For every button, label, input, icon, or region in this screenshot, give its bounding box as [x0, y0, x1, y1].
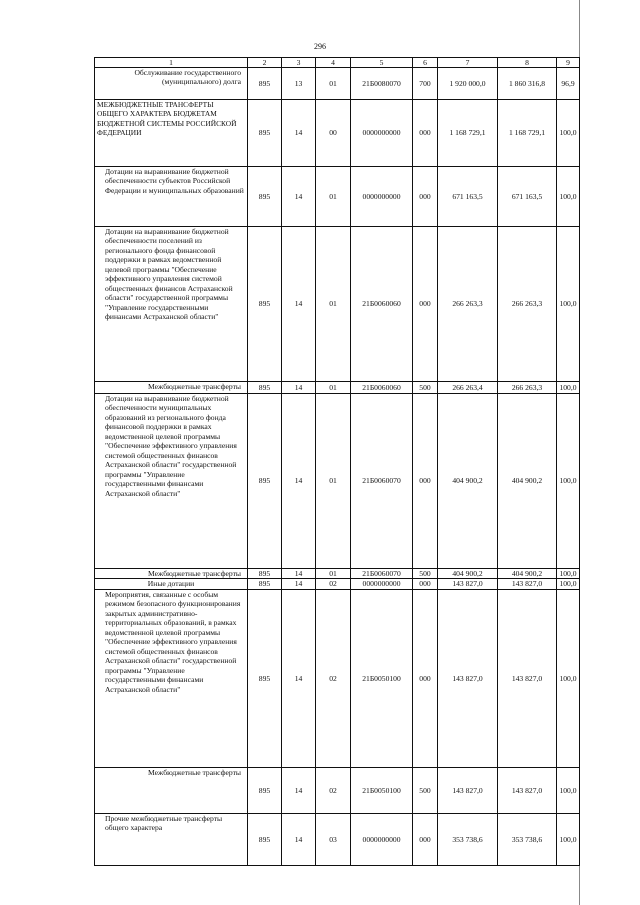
row-name: Дотации на выравнивание бюджетной обеспеченности муниципальных образований из регионального фонда финансовой поддержки в рамках ведомственной целевой программы "Обеспечение эффективного управления системой общественных финансов Астраханской области" государственной программы "Управление государственными финансами Астраханской области"	[95, 394, 248, 569]
cell: 143 827,0	[498, 579, 557, 589]
col-header: 2	[248, 58, 282, 68]
cell: 21Б0050100	[351, 767, 413, 813]
page-number: 296	[314, 42, 326, 51]
cell: 143 827,0	[498, 589, 557, 767]
cell: 895	[248, 167, 282, 227]
cell: 21Б0050100	[351, 589, 413, 767]
cell: 21Б0060070	[351, 569, 413, 579]
cell: 21Б0060070	[351, 394, 413, 569]
cell: 000	[413, 579, 438, 589]
col-header: 9	[557, 58, 580, 68]
cell: 1 860 316,8	[498, 68, 557, 100]
col-header: 4	[316, 58, 351, 68]
table-row	[95, 589, 580, 767]
cell: 14	[282, 382, 316, 394]
cell: 21Б0080070	[351, 68, 413, 100]
cell: 404 900,2	[498, 569, 557, 579]
cell: 100,0	[557, 382, 580, 394]
cell: 1 168 729,1	[438, 100, 498, 167]
table-row	[95, 579, 580, 589]
cell: 266 263,4	[438, 382, 498, 394]
cell: 143 827,0	[438, 589, 498, 767]
cell: 03	[316, 813, 351, 865]
column-number-row	[95, 58, 580, 68]
cell: 14	[282, 167, 316, 227]
col-header: 5	[351, 58, 413, 68]
cell: 1 920 000,0	[438, 68, 498, 100]
cell: 13	[282, 68, 316, 100]
cell: 0000000000	[351, 100, 413, 167]
cell: 96,9	[557, 68, 580, 100]
cell: 353 738,6	[438, 813, 498, 865]
row-name: Прочие межбюджетные трансферты общего характера	[95, 813, 248, 865]
cell: 01	[316, 167, 351, 227]
cell: 143 827,0	[438, 579, 498, 589]
cell: 21Б0060060	[351, 227, 413, 382]
table-row	[95, 767, 580, 813]
cell: 895	[248, 68, 282, 100]
row-name: Иные дотации	[95, 579, 248, 589]
row-name: Межбюджетные трансферты	[95, 767, 248, 813]
table-row	[95, 68, 580, 100]
cell: 14	[282, 394, 316, 569]
cell: 000	[413, 589, 438, 767]
cell: 895	[248, 813, 282, 865]
budget-table	[94, 57, 580, 866]
row-name: Межбюджетные трансферты	[95, 382, 248, 394]
cell: 143 827,0	[438, 767, 498, 813]
cell: 404 900,2	[438, 569, 498, 579]
cell: 100,0	[557, 589, 580, 767]
row-name: Обслуживание государственного (муниципального) долга	[95, 68, 248, 100]
cell: 100,0	[557, 167, 580, 227]
cell: 895	[248, 579, 282, 589]
row-name: Межбюджетные трансферты	[95, 569, 248, 579]
cell: 01	[316, 68, 351, 100]
cell: 02	[316, 579, 351, 589]
cell: 14	[282, 569, 316, 579]
cell: 0000000000	[351, 167, 413, 227]
cell: 01	[316, 394, 351, 569]
table-row	[95, 100, 580, 167]
cell: 14	[282, 579, 316, 589]
cell: 01	[316, 382, 351, 394]
cell: 895	[248, 569, 282, 579]
cell: 14	[282, 227, 316, 382]
table-row	[95, 569, 580, 579]
cell: 266 263,3	[438, 227, 498, 382]
row-name: МЕЖБЮДЖЕТНЫЕ ТРАНСФЕРТЫ ОБЩЕГО ХАРАКТЕРА БЮДЖЕТАМ БЮДЖЕТНОЙ СИСТЕМЫ РОССИЙСКОЙ ФЕДЕРАЦИИ	[95, 100, 248, 167]
col-header: 1	[95, 58, 248, 68]
cell: 02	[316, 767, 351, 813]
cell: 1 168 729,1	[498, 100, 557, 167]
cell: 671 163,5	[438, 167, 498, 227]
col-header: 8	[498, 58, 557, 68]
cell: 404 900,2	[438, 394, 498, 569]
cell: 14	[282, 767, 316, 813]
table-row	[95, 394, 580, 569]
cell: 01	[316, 227, 351, 382]
table-row	[95, 167, 580, 227]
cell: 266 263,3	[498, 382, 557, 394]
cell: 500	[413, 382, 438, 394]
col-header: 6	[413, 58, 438, 68]
cell: 0000000000	[351, 579, 413, 589]
cell: 14	[282, 100, 316, 167]
cell: 895	[248, 227, 282, 382]
cell: 100,0	[557, 813, 580, 865]
cell: 353 738,6	[498, 813, 557, 865]
cell: 143 827,0	[498, 767, 557, 813]
cell: 02	[316, 589, 351, 767]
cell: 100,0	[557, 394, 580, 569]
cell: 100,0	[557, 569, 580, 579]
cell: 01	[316, 569, 351, 579]
cell: 0000000000	[351, 813, 413, 865]
cell: 100,0	[557, 767, 580, 813]
cell: 700	[413, 68, 438, 100]
cell: 000	[413, 227, 438, 382]
table-row	[95, 227, 580, 382]
cell: 21Б0060060	[351, 382, 413, 394]
cell: 000	[413, 394, 438, 569]
cell: 895	[248, 394, 282, 569]
cell: 000	[413, 813, 438, 865]
row-name: Дотации на выравнивание бюджетной обеспеченности поселений из регионального фонда финансовой поддержки в рамках ведомственной целевой программы "Обеспечение эффективного управления системой общественных финансов Астраханской области" государственной программы "Управление государственными финансами Астраханской области"	[95, 227, 248, 382]
cell: 000	[413, 167, 438, 227]
cell: 895	[248, 100, 282, 167]
row-name: Мероприятия, связанные с особым режимом безопасного функционирования закрытых административно-территориальных образований, в рамках ведомственной целевой программы "Обеспечение эффективного управления системой общественных финансов Астраханской области" государственной программы "Управление государственными финансами Астраханской области"	[95, 589, 248, 767]
cell: 100,0	[557, 579, 580, 589]
table-row	[95, 813, 580, 865]
table-row	[95, 382, 580, 394]
cell: 14	[282, 589, 316, 767]
cell: 895	[248, 767, 282, 813]
cell: 404 900,2	[498, 394, 557, 569]
cell: 100,0	[557, 100, 580, 167]
col-header: 3	[282, 58, 316, 68]
cell: 14	[282, 813, 316, 865]
cell: 895	[248, 382, 282, 394]
row-name: Дотации на выравнивание бюджетной обеспеченности субъектов Российской Федерации и муниципальных образований	[95, 167, 248, 227]
cell: 671 163,5	[498, 167, 557, 227]
cell: 895	[248, 589, 282, 767]
cell: 000	[413, 100, 438, 167]
col-header: 7	[438, 58, 498, 68]
cell: 266 263,3	[498, 227, 557, 382]
cell: 500	[413, 767, 438, 813]
cell: 100,0	[557, 227, 580, 382]
cell: 00	[316, 100, 351, 167]
cell: 500	[413, 569, 438, 579]
